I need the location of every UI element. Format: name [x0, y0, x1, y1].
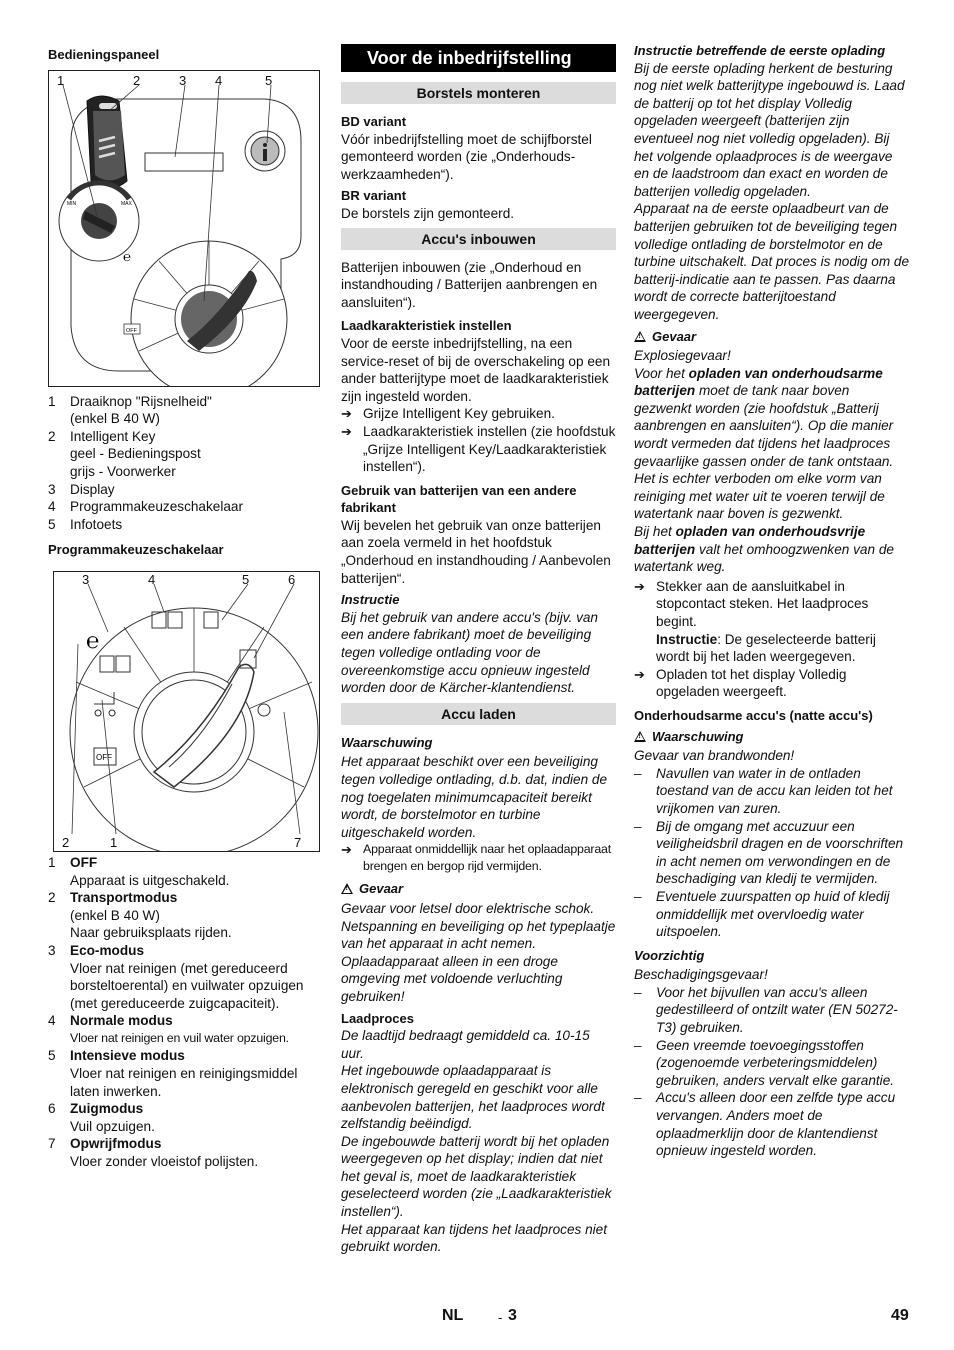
br-variant-title: BR variant	[341, 188, 407, 204]
mode-text: Vuil opzuigen.	[70, 1118, 155, 1134]
list-text: Display	[70, 481, 115, 497]
list-number: 5	[48, 516, 56, 532]
text-span-bold: opladen van onderhoudsarme batterijen	[634, 365, 883, 399]
list-number: 7	[48, 1136, 56, 1152]
page-number: 49	[891, 1307, 909, 1324]
column-left	[48, 42, 320, 1171]
dash-mark: –	[634, 818, 642, 834]
text-span-bold: Instructie	[656, 631, 718, 647]
list-text: geel - Bedieningspost	[70, 446, 201, 462]
list-text: grijs - Voorwerker	[70, 463, 176, 479]
dash-mark: –	[634, 888, 642, 904]
warning-title: Waarschuwing	[341, 734, 433, 750]
control-panel-figure	[48, 70, 320, 387]
selector-legend-list	[48, 854, 320, 1171]
list-text: Draaiknop "Rijsnelheid"	[70, 393, 212, 409]
list-number: 1	[48, 854, 56, 870]
danger-heading	[341, 880, 616, 898]
first-charge-text: Apparaat na de eerste oplaadbeurt van de batterijen gebruiken tot de beveiliging tegen volledige ontlading de borstelmotor en de turbine uitschakelt. Dat proces is nodig om de batterij-indicatie aan te passen. Pas daarna wordt de correcte batterijtoestand weergegeven.	[634, 201, 910, 322]
list-number: 3	[48, 942, 56, 958]
step-item	[341, 423, 616, 476]
svg-text:OFF: OFF	[126, 327, 137, 334]
section-charge: Accu laden	[341, 703, 616, 725]
charging-process-text: Het ingebouwde oplaadapparaat is elektronisch geregeld en geschikt voor alle aanbevolen batterijen, het laadproces wordt zelfstandig beëindigd.	[341, 1063, 605, 1132]
svg-text:MAX: MAX	[121, 200, 132, 207]
list-text: Infotoets	[70, 516, 123, 532]
column-middle	[341, 42, 616, 1256]
list-text: Programmakeuzeschakelaar	[70, 499, 244, 515]
danger-title: Gevaar	[359, 881, 404, 897]
list-number: 3	[48, 481, 56, 497]
svg-text:1: 1	[57, 72, 65, 88]
danger-paragraph-2	[634, 523, 910, 576]
dash-item	[634, 984, 910, 1037]
mode-text: Vloer nat reinigen en vuil water opzuigen.	[70, 1030, 289, 1045]
warning-title: Waarschuwing	[652, 728, 744, 744]
charging-process-text: De ingebouwde batterij wordt bij het opladen weergegeven op het display; indien dat niet het geval is, moet de laadkarakteristiek geselecteerd worden (zie „Laadkarakteristiek instellen“).	[341, 1133, 612, 1220]
svg-text:3: 3	[179, 72, 187, 88]
bd-variant-text: Vóór inbedrijfstelling moet de schijfborstel gemonteerd worden (zie „Onderhouds-werkzaamheden“).	[341, 131, 592, 182]
step-item	[634, 578, 910, 666]
danger-text: Gevaar voor letsel door elektrische schok. Netspanning en beveiliging op het typeplaatje van het apparaat in acht nemen. Oplaadapparaat alleen in een droge omgeving met voldoende verluchting gebruiken!	[341, 900, 616, 1004]
instruction-text: Bij het gebruik van andere accu's (bijv. van een andere fabrikant) moet de beveiliging tegen volledige ontlading voor de overeenkomstige accu opnieuw ingesteld worden door de Kärcher-klantendienst.	[341, 609, 598, 696]
svg-text:2: 2	[133, 72, 141, 88]
step-text: Apparaat onmiddellijk naar het oplaadapparaat brengen en bergop rijd vermijden.	[363, 842, 611, 874]
warning-subtitle: Gevaar van brandwonden!	[634, 748, 795, 764]
caution-title: Voorzichtig	[634, 947, 705, 963]
mode-title: Intensieve modus	[70, 1048, 185, 1064]
bd-variant-title: BD variant	[341, 114, 407, 129]
mode-title: Opwrijfmodus	[70, 1136, 162, 1152]
dash-mark: –	[634, 1090, 642, 1106]
chapter-title: Voor de inbedrijfstelling	[341, 44, 616, 72]
section-batteries: Accu's inbouwen	[341, 228, 616, 250]
warning-triangle-icon	[634, 331, 646, 342]
dash-mark: –	[634, 1037, 642, 1053]
svg-text:7: 7	[294, 834, 302, 850]
step-item	[341, 405, 616, 423]
text-span: valt het omhoogzwenken van de watertank weg.	[634, 541, 894, 575]
dash-item	[634, 1089, 910, 1159]
list-number: 6	[48, 1101, 56, 1117]
svg-text:5: 5	[242, 571, 250, 587]
step-text: Laadkarakteristiek instellen (zie hoofdstuk „Grijze Intelligent Key/Laadkarakteristiek instellen“).	[363, 423, 616, 475]
arrow-icon: ➔	[341, 842, 352, 858]
text-span: : De geselecteerde batterij wordt bij het laden weergegeven.	[656, 631, 876, 665]
mode-text: Vloer zonder vloeistof polijsten.	[70, 1154, 259, 1170]
mode-text: (enkel B 40 W)	[70, 907, 160, 923]
text-span: Stekker aan de aansluitkabel in stopcontact steken. Het laadproces begint.	[656, 578, 869, 629]
text-span-bold: opladen van onderhoudsvrije batterijen	[634, 524, 866, 557]
first-charge-text: Bij de eerste oplading herkent de besturing nog niet welk batterijtype ingebouwd is. Laad de batterij op tot het display Volledig opgeladen weergeeft (batterijen zijn eventueel nog niet volledig opgeladen). Bij het volgende oplaadproces is de weergave en de laadstroom dan exact en worden de batterijen volledig opgeladen.	[634, 60, 905, 199]
mode-text: Apparaat is uitgeschakeld.	[70, 872, 230, 888]
mode-text: Vloer nat reinigen (met gereduceerd borsteltoerental) en vuilwater opzuigen (met gereduceerde zuigcapaciteit).	[70, 960, 304, 1011]
svg-text:4: 4	[215, 72, 223, 88]
svg-text:℮: ℮	[86, 627, 100, 653]
dash-text: Geen vreemde toevoegingsstoffen (zogenoemde verbeteringsmiddelen) gebruiken, anders vervalt elke garantie.	[656, 1037, 895, 1088]
br-variant-text: De borstels zijn gemonteerd.	[341, 205, 515, 221]
instruction-title: Instructie	[341, 592, 400, 608]
step-item	[341, 841, 616, 875]
dash-text: Bij de omgang met accuzuur een veiligheidsbril dragen en de voorschriften in acht nemen om verwondingen en de beschadiging van kledij te vermijden.	[656, 818, 904, 887]
dash-mark: –	[634, 984, 642, 1000]
step-text: Grijze Intelligent Key gebruiken.	[363, 406, 555, 422]
dash-item	[634, 1037, 910, 1090]
charge-char-title: Laadkarakteristiek instellen	[341, 318, 512, 334]
list-number: 2	[48, 428, 56, 444]
danger-paragraph-1	[634, 365, 910, 523]
list-number: 2	[48, 890, 56, 906]
mode-title: OFF	[70, 854, 98, 870]
svg-text:4: 4	[148, 571, 156, 587]
charge-char-text: Voor de eerste inbedrijfstelling, na een service-reset of bij de overschakeling op een ander batterijtype moet de laadkarakteristiek zijn ingesteld worden.	[341, 335, 611, 404]
mode-title: Zuigmodus	[70, 1101, 144, 1117]
dash-item	[634, 888, 910, 941]
section-brushes: Borstels monteren	[341, 82, 616, 104]
mode-text: Naar gebruiksplaats rijden.	[70, 925, 232, 941]
panel-legend-list	[48, 393, 320, 534]
step-text: Opladen tot het display Volledig opgeladen weergeeft.	[656, 666, 847, 700]
svg-text:2: 2	[62, 834, 70, 850]
svg-text:OFF: OFF	[96, 752, 112, 762]
control-panel-drawing	[49, 71, 319, 386]
text-span: moet de tank naar boven gezwenkt worden (zie hoofdstuk „Batterij aanbrengen en aansluiten“). Op die manier wordt vermeden dat tijdens het laadproces gevaarlijke gassen onder de tank ontstaan. Het is echter verboden om elke vorm van reiniging met water uit te voeren terwijl de watertank naar boven is gezwenkt.	[634, 383, 894, 522]
dash-text: Navullen van water in de ontladen toestand van de accu kan leiden tot het vrijkomen van zuren.	[656, 765, 893, 816]
batteries-text: Batterijen inbouwen (zie „Onderhoud en instandhouding / Batterijen aanbrengen en aansluiten“).	[341, 259, 598, 310]
wet-battery-title: Onderhoudsarme accu's (natte accu's)	[634, 707, 873, 723]
panel-heading: Bedieningspaneel	[48, 47, 160, 62]
dash-text: Accu's alleen door een zelfde type accu vervangen. Anders moet de oplaadmerklijn door de klantendienst opnieuw ingesteld worden.	[656, 1090, 896, 1159]
footer-chapter-number: 3	[508, 1307, 517, 1324]
svg-text:℮: ℮	[123, 248, 131, 264]
dash-text: Eventuele zuurspatten op huid of kledij onmiddellijk met overvloedig water uitspoelen.	[656, 888, 890, 940]
mode-title: Transportmodus	[70, 890, 178, 906]
danger-subtitle: Explosiegevaar!	[634, 348, 731, 364]
list-number: 1	[48, 393, 56, 409]
footer-language: NL	[442, 1307, 464, 1324]
svg-text:6: 6	[288, 571, 296, 587]
mode-text: Vloer nat reinigen en reinigingsmiddel laten inwerken.	[70, 1066, 298, 1099]
svg-text:MIN: MIN	[67, 200, 77, 207]
list-text: (enkel B 40 W)	[70, 411, 160, 427]
list-number: 5	[48, 1048, 56, 1064]
text-span: Bij het	[634, 524, 676, 540]
mode-title: Eco-modus	[70, 942, 145, 958]
column-right	[634, 42, 910, 1160]
svg-text:5: 5	[265, 72, 273, 88]
charging-process-text: Het apparaat kan tijdens het laadproces niet gebruikt worden.	[341, 1221, 608, 1255]
warning-text: Het apparaat beschikt over een beveiliging tegen volledige ontlading, d.b. dat, indien de nog toegelaten minimumcapaciteit bereikt wordt, de borstelmotor en turbine uitgeschakeld worden.	[341, 754, 608, 840]
charging-process-text: De laadtijd bedraagt gemiddeld ca. 10-15 uur.	[341, 1028, 590, 1061]
list-number: 4	[48, 1013, 56, 1029]
step-text	[656, 578, 910, 666]
warning-triangle-icon	[634, 731, 646, 742]
danger-title: Gevaar	[652, 328, 697, 344]
arrow-icon: ➔	[634, 666, 645, 682]
mode-title: Normale modus	[70, 1013, 173, 1029]
arrow-icon: ➔	[341, 406, 352, 422]
other-battery-title: Gebruik van batterijen van een andere fabrikant	[341, 482, 577, 516]
caution-subtitle: Beschadigingsgevaar!	[634, 967, 768, 983]
svg-text:1: 1	[110, 834, 118, 850]
first-charge-title: Instructie betreffende de eerste oplading	[634, 43, 886, 58]
arrow-icon: ➔	[341, 423, 352, 439]
display-shape	[145, 153, 223, 171]
text-span: Voor het	[634, 365, 689, 381]
dash-mark: –	[634, 765, 642, 781]
step-item	[634, 666, 910, 701]
list-text: Intelligent Key	[70, 428, 156, 444]
svg-text:3: 3	[82, 571, 90, 587]
other-battery-text: Wij bevelen het gebruik van onze batterijen aan zoela vermeld in het hoofdstuk „Onderhoud en instandhouding / Aanbevolen batterijen“.	[341, 517, 611, 586]
dash-text: Voor het bijvullen van accu's alleen gedestilleerd of ontzilt water (EN 50272-T3) gebruiken.	[656, 984, 898, 1036]
selector-heading: Programmakeuzeschakelaar	[48, 542, 224, 558]
arrow-icon: ➔	[634, 578, 645, 594]
footer-separator: -	[498, 1310, 503, 1325]
danger-heading	[634, 328, 910, 346]
charging-process-title: Laadproces	[341, 1010, 414, 1026]
dash-item	[634, 818, 910, 888]
list-number: 4	[48, 499, 56, 515]
selector-drawing	[54, 572, 319, 851]
warning-triangle-icon	[341, 883, 353, 894]
dash-item	[634, 765, 910, 818]
warning-heading	[634, 728, 910, 746]
selector-figure	[53, 571, 320, 852]
